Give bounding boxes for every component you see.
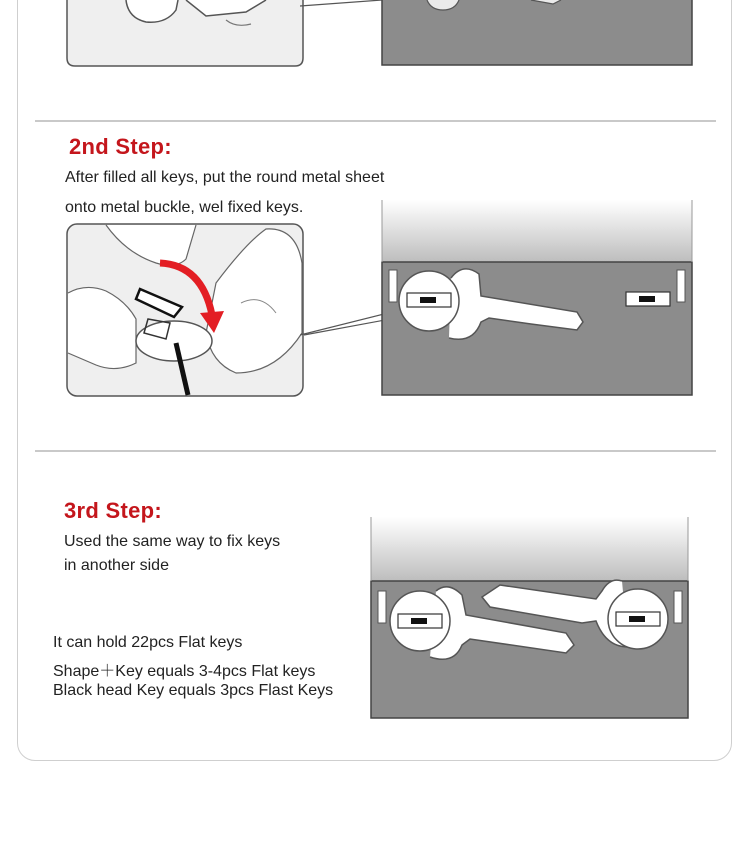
step2-text-line-2: onto metal buckle, wel fixed keys. [65,199,304,216]
step3-title: 3rd Step: [64,498,163,523]
section-divider [35,450,716,452]
step2-text-line-1: After filled all keys, put the round metal sheet [65,169,385,186]
step1-hand-illustration [66,0,306,68]
step3-panel-illustration [370,515,690,721]
step2-hand-illustration [66,223,306,399]
section-divider [35,120,716,122]
capacity-line-3: Black head Key equals 3pcs Flast Keys [53,682,334,699]
capacity-line-1: It can hold 22pcs Flat keys [53,634,243,651]
step2-panel-illustration [381,198,694,398]
step1-callout-line [300,0,384,12]
step3-text-line-2: in another side [64,557,169,574]
step3-text-line-1: Used the same way to fix keys [64,533,281,550]
step1-panel-illustration [381,0,694,68]
step2-title: 2nd Step: [69,134,172,159]
capacity-line-2: Shape＋Key equals 3-4pcs Flat keys [53,663,316,680]
